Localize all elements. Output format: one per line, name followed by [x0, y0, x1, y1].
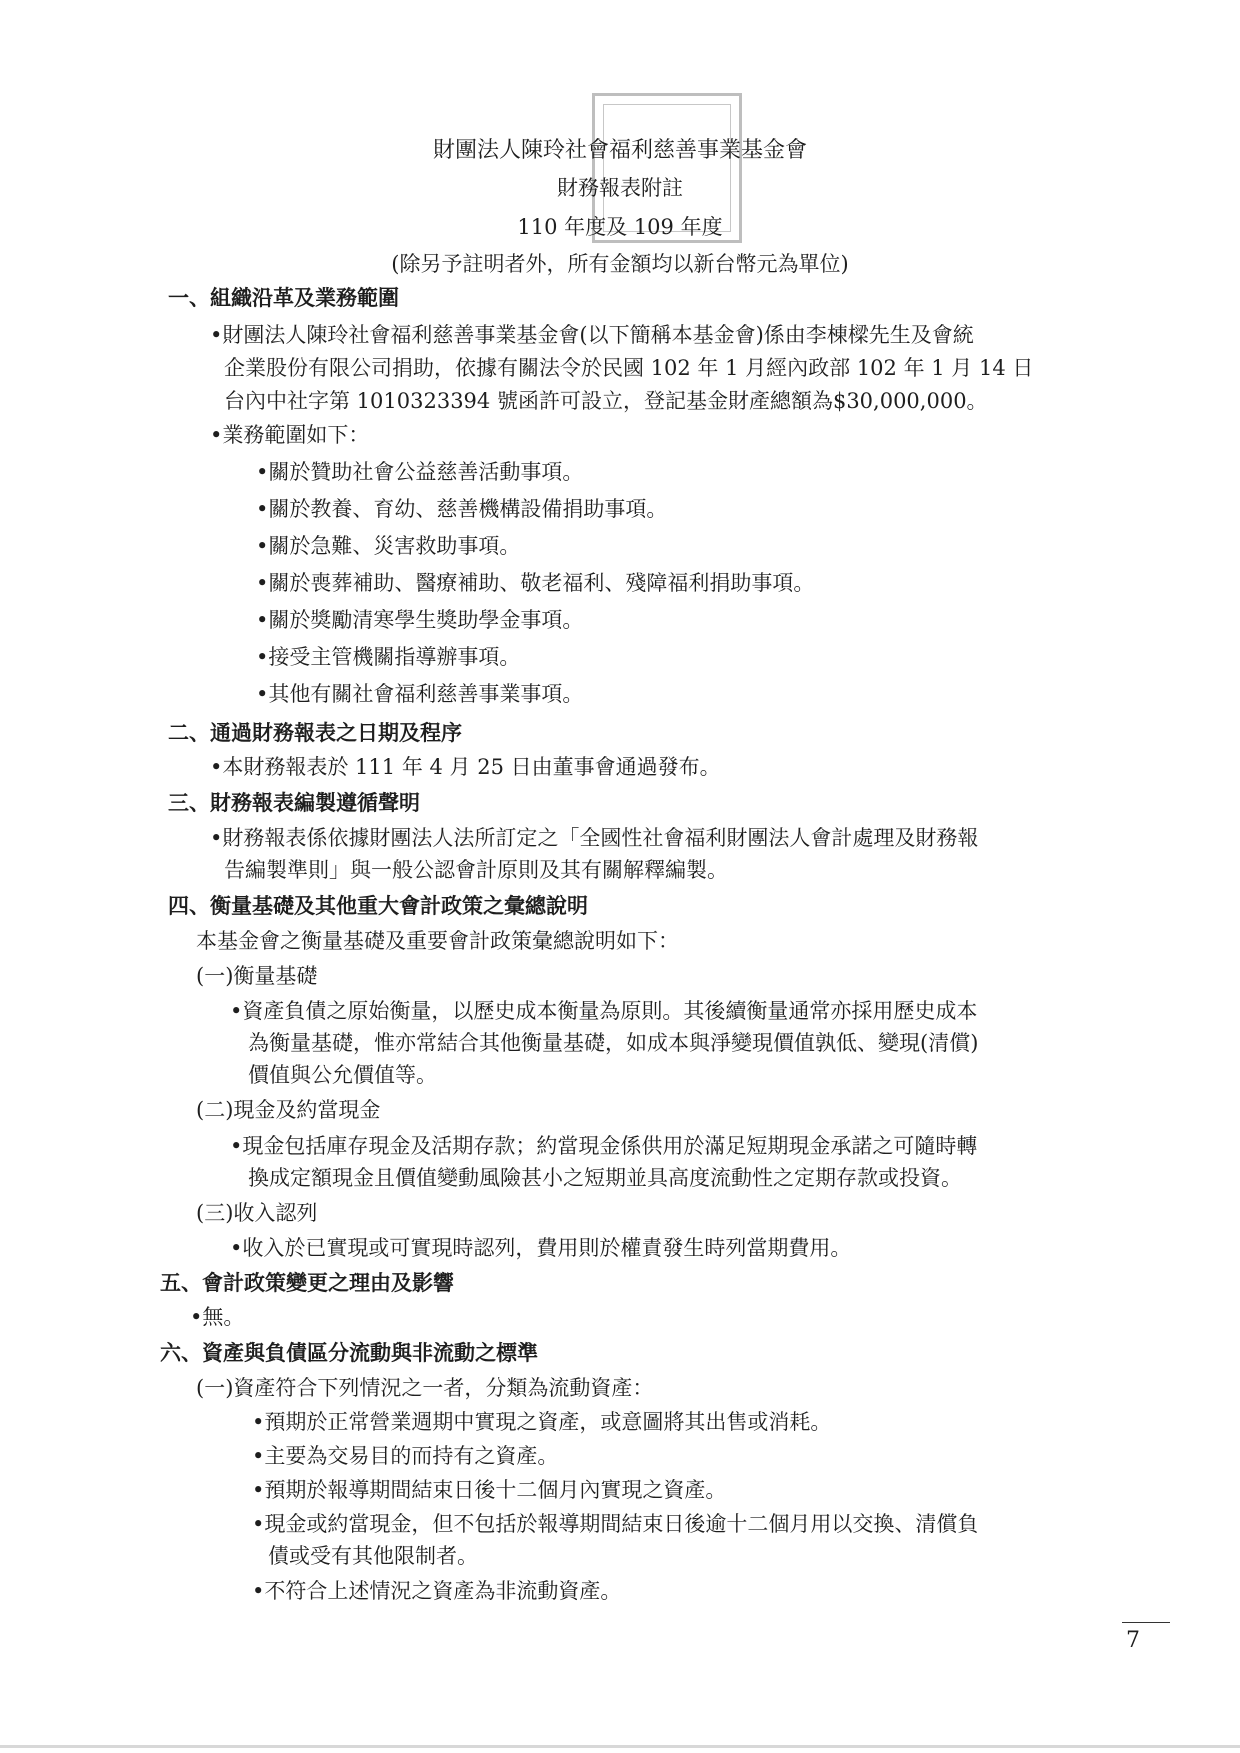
page-number: 7 — [1126, 1628, 1140, 1653]
s6-item: •不符合上述情況之資產為非流動資產。 — [252, 1579, 622, 1603]
section-1-heading: 一、組織沿革及業務範圍 — [168, 285, 399, 310]
s6-sub-label: (一)資產符合下列情況之一者，分類為流動資產： — [196, 1376, 654, 1400]
scope-item: •接受主管機關指導辦事項。 — [256, 645, 521, 669]
scope-item: •關於獎勵清寒學生獎助學金事項。 — [256, 608, 584, 632]
scope-item: •關於教養、育幼、慈善機構設備捐助事項。 — [256, 497, 668, 521]
s4-sub-text: •收入於已實現或可實現時認列，費用則於權責發生時列當期費用。 — [230, 1236, 852, 1260]
scope-item: •關於贊助社會公益慈善活動事項。 — [256, 460, 584, 484]
s1-para-line: •財團法人陳玲社會福利慈善事業基金會(以下簡稱本基金會)係由李棟樑先生及會統 — [210, 323, 974, 347]
scan-edge — [0, 1745, 1240, 1748]
s4-sub-label: (一)衡量基礎 — [196, 964, 318, 988]
page-number-rule — [1122, 1622, 1170, 1623]
s1-para-line: 企業股份有限公司捐助，依據有關法令於民國 102 年 1 月經內政部 102 年 1 月 14 日 — [224, 356, 1034, 380]
s6-item: •預期於正常營業週期中實現之資產，或意圖將其出售或消耗。 — [252, 1410, 832, 1434]
s4-sub-text: 換成定額現金且價值變動風險甚小之短期並具高度流動性之定期存款或投資。 — [248, 1166, 962, 1190]
s6-item: •預期於報導期間結束日後十二個月內實現之資產。 — [252, 1478, 727, 1502]
scope-item: •其他有關社會福利慈善事業事項。 — [256, 682, 584, 706]
s4-sub-label: (三)收入認列 — [196, 1201, 318, 1225]
s5-para: •無。 — [190, 1305, 245, 1329]
section-3-heading: 三、財務報表編製遵循聲明 — [168, 790, 420, 815]
s3-para-line: 告編製準則」與一般公認會計原則及其有關解釋編製。 — [224, 858, 728, 882]
s4-sub-text: 價值與公允價值等。 — [248, 1063, 437, 1087]
doc-title: 財務報表附註 — [557, 176, 683, 200]
scope-item: •關於急難、災害救助事項。 — [256, 534, 521, 558]
period-title: 110 年度及 109 年度 — [517, 215, 723, 239]
s6-item: •主要為交易目的而持有之資產。 — [252, 1444, 559, 1468]
org-title: 財團法人陳玲社會福利慈善事業基金會 — [432, 138, 807, 163]
s4-sub-text: •現金包括庫存現金及活期存款；約當現金係供用於滿足短期現金承諾之可隨時轉 — [230, 1134, 978, 1158]
scope-label: •業務範圍如下： — [210, 423, 370, 447]
section-4-heading: 四、衡量基礎及其他重大會計政策之彙總說明 — [168, 893, 588, 918]
s1-para-line: 台內中社字第 1010323394 號函許可設立，登記基金財產總額為$30,000,000。 — [224, 389, 988, 413]
s6-item: 債或受有其他限制者。 — [268, 1544, 478, 1568]
s4-intro: 本基金會之衡量基礎及重要會計政策彙總說明如下： — [196, 929, 679, 953]
s6-item: •現金或約當現金，但不包括於報導期間結束日後逾十二個月用以交換、清償負 — [252, 1512, 979, 1536]
unit-note: (除另予註明者外，所有金額均以新台幣元為單位) — [391, 252, 849, 276]
section-5-heading: 五、會計政策變更之理由及影響 — [160, 1270, 454, 1295]
section-6-heading: 六、資產與負債區分流動與非流動之標準 — [160, 1340, 538, 1365]
s4-sub-text: 為衡量基礎，惟亦常結合其他衡量基礎，如成本與淨變現價值孰低、變現(清償) — [248, 1031, 979, 1055]
s4-sub-text: •資產負債之原始衡量，以歷史成本衡量為原則。其後續衡量通常亦採用歷史成本 — [230, 999, 978, 1023]
section-2-heading: 二、通過財務報表之日期及程序 — [168, 720, 462, 745]
s3-para-line: •財務報表係依據財團法人法所訂定之「全國性社會福利財團法人會計處理及財務報 — [210, 826, 979, 850]
s2-para: •本財務報表於 111 年 4 月 25 日由董事會通過發布。 — [210, 755, 721, 779]
scope-item: •關於喪葬補助、醫療補助、敬老福利、殘障福利捐助事項。 — [256, 571, 815, 595]
s4-sub-label: (二)現金及約當現金 — [196, 1098, 381, 1122]
